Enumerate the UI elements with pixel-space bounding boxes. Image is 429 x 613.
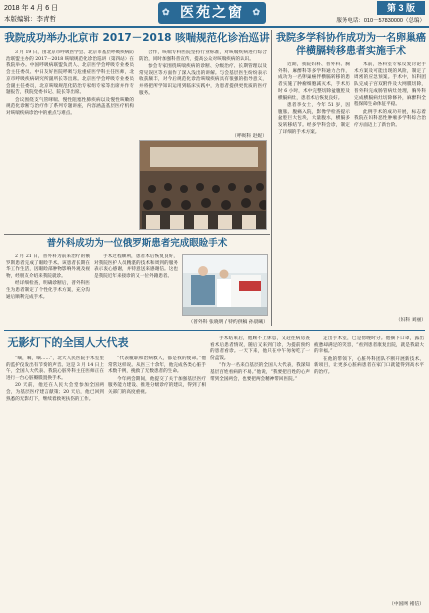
article3-surgery-photo xyxy=(182,254,268,316)
issue-date: 2018 年 4 月 6 日 xyxy=(4,5,59,12)
header-rule xyxy=(0,26,429,28)
article4-column-3 xyxy=(210,336,310,610)
flower-ornament-icon: ✿ xyxy=(252,8,262,18)
hospital-ward-image xyxy=(183,255,268,316)
article1-paragraph: 会议围绕支气管哮喘、慢性阻塞性肺疾病以及慢性咳嗽的规范化诊断与治疗作了系列专题讲座，内容涵盖基层医疗机构对咳喘疾病诊治中的重点与难点。 xyxy=(6,97,134,116)
article1-column-1 xyxy=(6,50,134,230)
article4-headline: 无影灯下的全国人大代表 xyxy=(7,336,129,349)
article3-headline: 普外科成功为一位俄罗斯患者完成眼睑手术 xyxy=(46,238,228,249)
article4-paragraph: 今年两会期间，他提交了关于加强基层医疗服务能力建设、推进分级诊疗的建议，得到了相关部门的高度重视。 xyxy=(108,376,206,396)
article4-paragraph: “代表履职和治病救人，都是我的使命。”他常常这样说。从医三十余年，他完成各类心脏手术数千例，挽救了无数患者的生命。 xyxy=(108,356,206,375)
article2-paragraph: 术前，各科室专家反复讨论手术方案及可能出现的风险，制定了周密的应急预案。手术中，妇科团队完成子宫双附件及大网膜切除，普外科完成肠管病灶处理，胸外科完成横膈病灶切除修补，麻醉科全程保障生命体征平稳。 xyxy=(354,62,426,108)
flower-ornament-icon: ✿ xyxy=(162,8,172,18)
article4-paragraph: 在他的带领下，心脏外科团队不断开展新技术、新项目，让更多心脏病患者在家门口就能得到高水平的治疗。 xyxy=(314,356,424,376)
section-divider xyxy=(4,234,270,235)
article4-column-1 xyxy=(6,356,104,610)
article1-paragraph: 合作，咳喘专科医院坚持行业标准，对咳喘疾病进行综合防治，同时加强科普宣传，提高公众对咳喘疾病的认识。 xyxy=(139,50,267,62)
article3-paragraph: 手术过程顺利，患者术后恢复良好，对我院医护人员精湛的技术和周到的服务表示衷心感谢，并特意送来感谢信。这也是我院近年来接诊的又一位外籍患者。 xyxy=(94,254,178,280)
article3-column-2 xyxy=(94,254,178,324)
article3-paragraph: 2 月 21 日，普外科为前来治疗的俄罗斯患者完成了眼睑手术。该患者长期在华工作生活，因眼睑部肿物影响外观及视物，经朋友介绍来我院就诊。 xyxy=(6,254,90,280)
article1-paragraph: 3 月 19 日，由北京市呼吸医学会、北京市基层呼吸疾病防治联盟主办的 2017－2018 咳喘规范化诊治巡讲（第四站）在我院举办。中国呼吸病联盟负责人、北京医学会呼吸专业委员会主任委员、中日友好医院呼吸与危重症医学科主任医师，北京市呼吸疾病研究所副所长等出席。北京医学会呼吸专业委员会副主任委员，北京咳喘规范化防治专家组专家等出席并作专题报告，我院党委书记、院长等出席。 xyxy=(6,50,134,96)
masthead-title: 医苑之窗 xyxy=(180,5,244,21)
article2-byline: （妇科 刘丽） xyxy=(395,318,426,323)
article4-paragraph: 走出手术室，已是傍晚时分。他摘下口罩，露出疲惫却满足的笑容，“看到患者康复出院，就是我最大的幸福。” xyxy=(314,336,424,355)
page-header xyxy=(0,0,429,26)
article1-paragraph: 参会专家围绕咳喘疾病的诊断、分级治疗、长期管理以及常见误区等方面作了深入浅出的讲解。与会基层医生纷纷表示收获颇丰，对今后规范化诊治咳喘疾病具有很强的指导意义，并将把所学知识运用到临床实践中，为患者提供更优质的医疗服务。 xyxy=(139,64,267,96)
article3-column-1 xyxy=(6,254,90,324)
article4-paragraph: 20 天前，他还在人民大会堂参加全国两会，为基层医疗建言献策；20 天后，他已回到熟悉的无影灯下，继续着救死扶伤的工作。 xyxy=(6,383,104,402)
article2-paragraph: 患者李女士，今年 51 岁，因腹胀、腹痛入院，影像学检查提示盆腔巨大包块，大量腹水，横膈多发转移结节。经多学科会诊，制定了详细的手术方案。 xyxy=(278,102,350,135)
page-editor: 本版编辑：李青哲 xyxy=(4,16,56,23)
article4-column-2 xyxy=(108,356,206,610)
article4-paragraph: “嘀，嘀，嘀……”，北大人民医院手术室里的监护仪发出有节奏的声音。这是 3 月 14 日上午，全国人大代表、我院心脏外科主任医师正在进行一台心脏瓣膜置换手术。 xyxy=(6,356,104,382)
article1-column-2 xyxy=(139,50,267,132)
article4-paragraph: “作为一名来自基层的全国人大代表，我深知基层百姓看病的不易。”他说，“我要把百姓的心声带到全国两会，也要把两会精神带回医院。” xyxy=(210,363,310,382)
article4-byline: （中国网 褚信） xyxy=(388,602,424,607)
lecture-hall-image xyxy=(140,141,267,230)
section-masthead xyxy=(158,2,266,24)
article2-paragraph: 近期，我院妇科、普外科、胸外科、麻醉科等多学科通力合作，成功为一名卵巢癌伴横膈转移的患者实施了肿瘤细胞减灭术，手术历时 6 小时，术中完整切除盆腹腔及横膈病灶，患者术后恢复良好。 xyxy=(278,62,350,101)
article2-headline: 我院多学科协作成功为一名卵巢癌伴横膈转移患者实施手术 xyxy=(276,33,426,57)
article1-headline: 我院成功举办北京市 2017－2018 咳喘规范化诊治巡讲 xyxy=(4,32,270,44)
article2-column-1 xyxy=(278,62,350,324)
article2-paragraph: 此例手术的成功开展，标志着我院在妇科恶性肿瘤多学科综合治疗方面迈上了新台阶。 xyxy=(354,109,426,128)
article4-paragraph: 手术结束后，他顾不上休息，又赶往病房查看术后患者情况，随后又来到门诊，为提前预约的患者看诊。一天下来，他只在中午匆匆吃了一份盒饭。 xyxy=(210,336,310,362)
column-divider xyxy=(271,30,272,326)
section-divider xyxy=(4,330,425,331)
page-number-badge: 第 3 版 xyxy=(377,1,425,15)
article3-photo-caption: （普外科 张晓明 / 特约供稿 孙晨曦） xyxy=(188,320,268,325)
article3-paragraph: 经详细检查，明确诊断后，普外科医生为患者制定了个性化手术方案，充分沟通后顺利完成手术。 xyxy=(6,281,90,300)
article2-column-2 xyxy=(354,62,426,312)
article1-photo-credit: （呼吸科 赵妮） xyxy=(231,134,267,139)
article1-lecture-photo xyxy=(139,140,267,230)
article4-column-4 xyxy=(314,336,424,598)
service-hotline: 服务电话：010－57830000（总编） xyxy=(336,18,425,24)
